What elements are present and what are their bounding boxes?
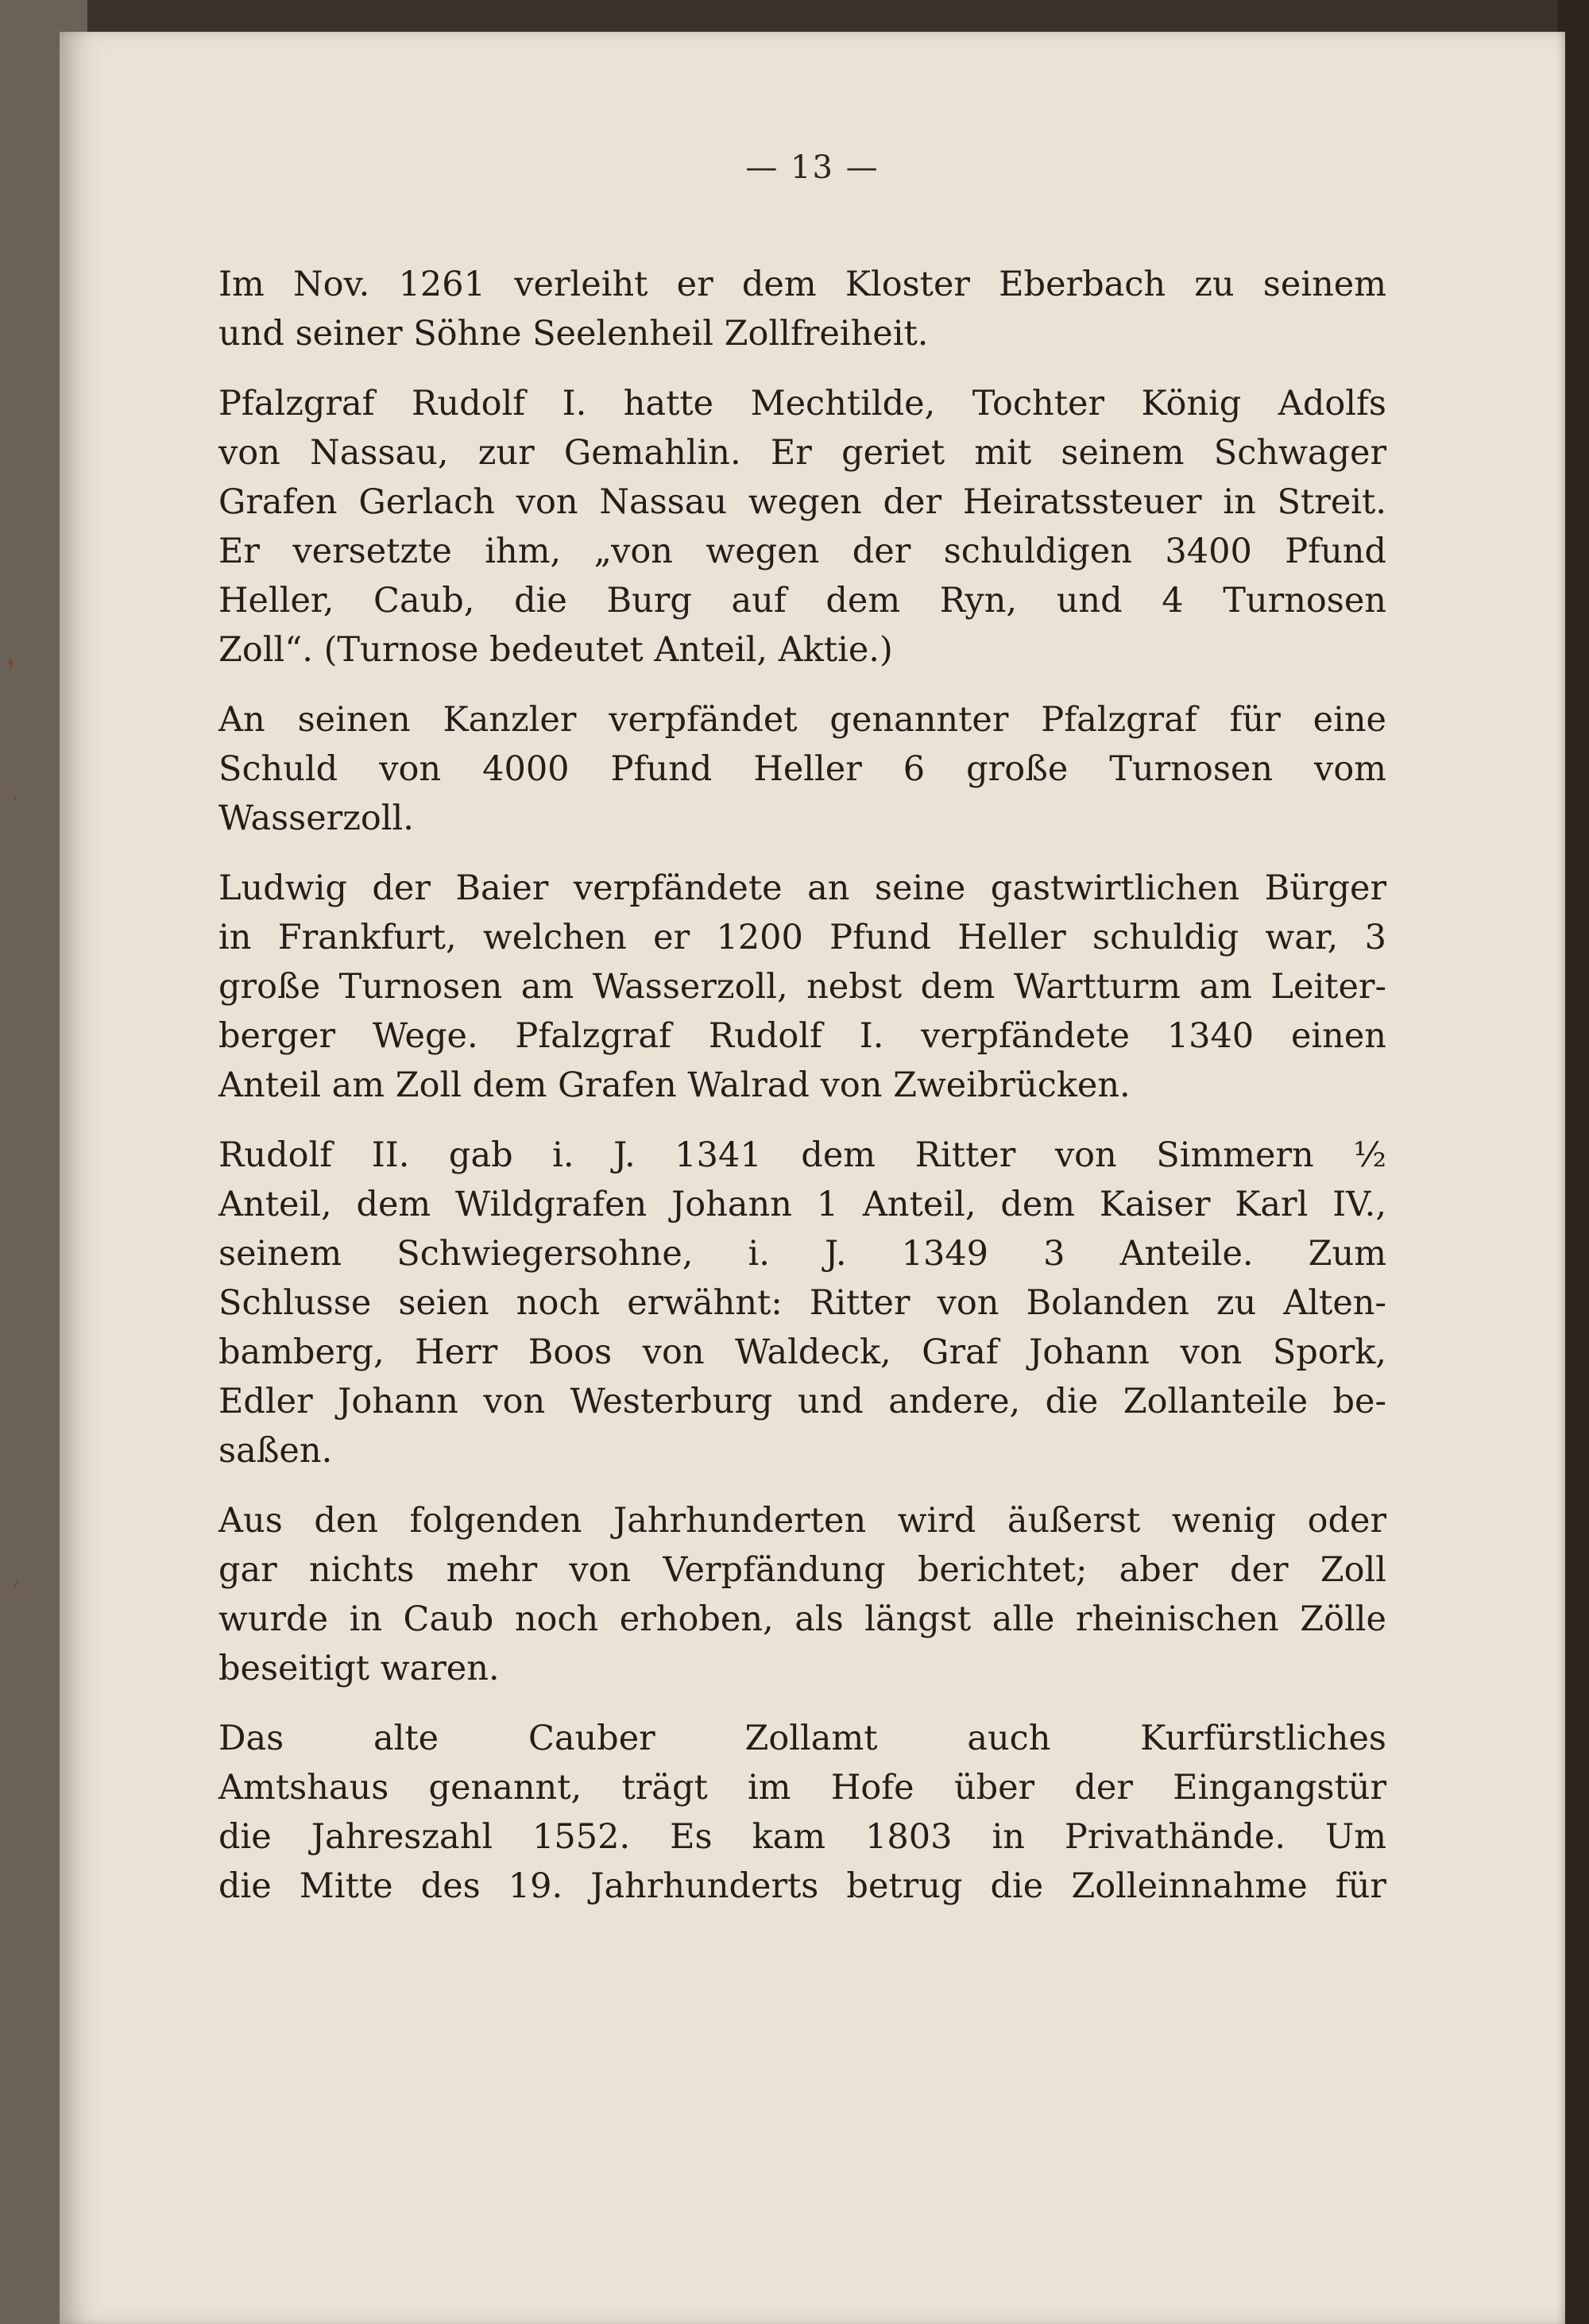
text-line: Aus den folgenden Jahrhunderten wird äußerst wenig oder	[218, 1501, 1386, 1541]
text-line: An seinen Kanzler verpfändet genannter Pfalzgraf für eine	[218, 700, 1386, 740]
text-line: Amtshaus genannt, trägt im Hofe über der Eingangstür	[218, 1768, 1386, 1808]
text-line: Zoll“. (Turnose bedeutet Anteil, Aktie.)	[218, 630, 893, 670]
book-page	[7, 32, 1565, 2324]
text-line: von Nassau, zur Gemahlin. Er geriet mit seinem Schwager	[218, 433, 1386, 473]
text-line: Schlusse seien noch erwähnt: Ritter von Bolanden zu Alten-	[218, 1283, 1386, 1323]
text-line: Heller, Caub, die Burg auf dem Ryn, und 4 Turnosen	[218, 581, 1386, 621]
text-line: die Jahreszahl 1552. Es kam 1803 in Privathände. Um	[218, 1817, 1386, 1857]
margin-mark: ʼ	[10, 792, 18, 820]
text-line: gar nichts mehr von Verpfändung berichtet; aber der Zoll	[218, 1550, 1386, 1590]
text-line: Anteil, dem Wildgrafen Johann 1 Anteil, dem Kaiser Karl IV.,	[218, 1185, 1386, 1224]
text-line: Ludwig der Baier verpfändete an seine gastwirtlichen Bürger	[218, 868, 1386, 908]
text-line: Pfalzgraf Rudolf I. hatte Mechtilde, Tochter König Adolfs	[218, 384, 1386, 423]
text-line: Edler Johann von Westerburg und andere, die Zollanteile be-	[218, 1382, 1386, 1421]
text-line: die Mitte des 19. Jahrhunderts betrug die Zolleinnahme für	[218, 1866, 1386, 1906]
text-line: Schuld von 4000 Pfund Heller 6 große Turnosen vom	[218, 749, 1386, 789]
text-line: Das alte Cauber Zollamt auch Kurfürstliches	[218, 1719, 1386, 1758]
margin-mark: ❜	[7, 655, 15, 683]
text-line: seinem Schwiegersohne, i. J. 1349 3 Anteile. Zum	[218, 1234, 1386, 1274]
text-line: beseitigt waren.	[218, 1649, 500, 1688]
text-line: Rudolf II. gab i. J. 1341 dem Ritter von Simmern ½	[218, 1135, 1386, 1175]
text-line: Wasserzoll.	[218, 799, 414, 838]
margin-mark: ʻ	[12, 1577, 20, 1605]
text-line: in Frankfurt, welchen er 1200 Pfund Heller schuldig war, 3	[218, 918, 1386, 957]
text-line: berger Wege. Pfalzgraf Rudolf I. verpfändete 1340 einen	[218, 1016, 1386, 1056]
text-line: und seiner Söhne Seelenheil Zollfreiheit.	[218, 314, 929, 354]
text-line: wurde in Caub noch erhoben, als längst alle rheinischen Zölle	[218, 1599, 1386, 1639]
text-line: Grafen Gerlach von Nassau wegen der Heiratssteuer in Streit.	[218, 482, 1386, 522]
text-line: saßen.	[218, 1431, 333, 1471]
text-line: Anteil am Zoll dem Grafen Walrad von Zweibrücken.	[218, 1065, 1131, 1105]
text-line: Im Nov. 1261 verleiht er dem Kloster Eberbach zu seinem	[218, 265, 1386, 304]
text-line: große Turnosen am Wasserzoll, nebst dem Wartturm am Leiter-	[218, 967, 1386, 1007]
text-line: Er versetzte ihm, „von wegen der schuldigen 3400 Pfund	[218, 532, 1386, 571]
text-line: bamberg, Herr Boos von Waldeck, Graf Johann von Spork,	[218, 1332, 1386, 1372]
page-number: — 13 —	[745, 149, 880, 186]
